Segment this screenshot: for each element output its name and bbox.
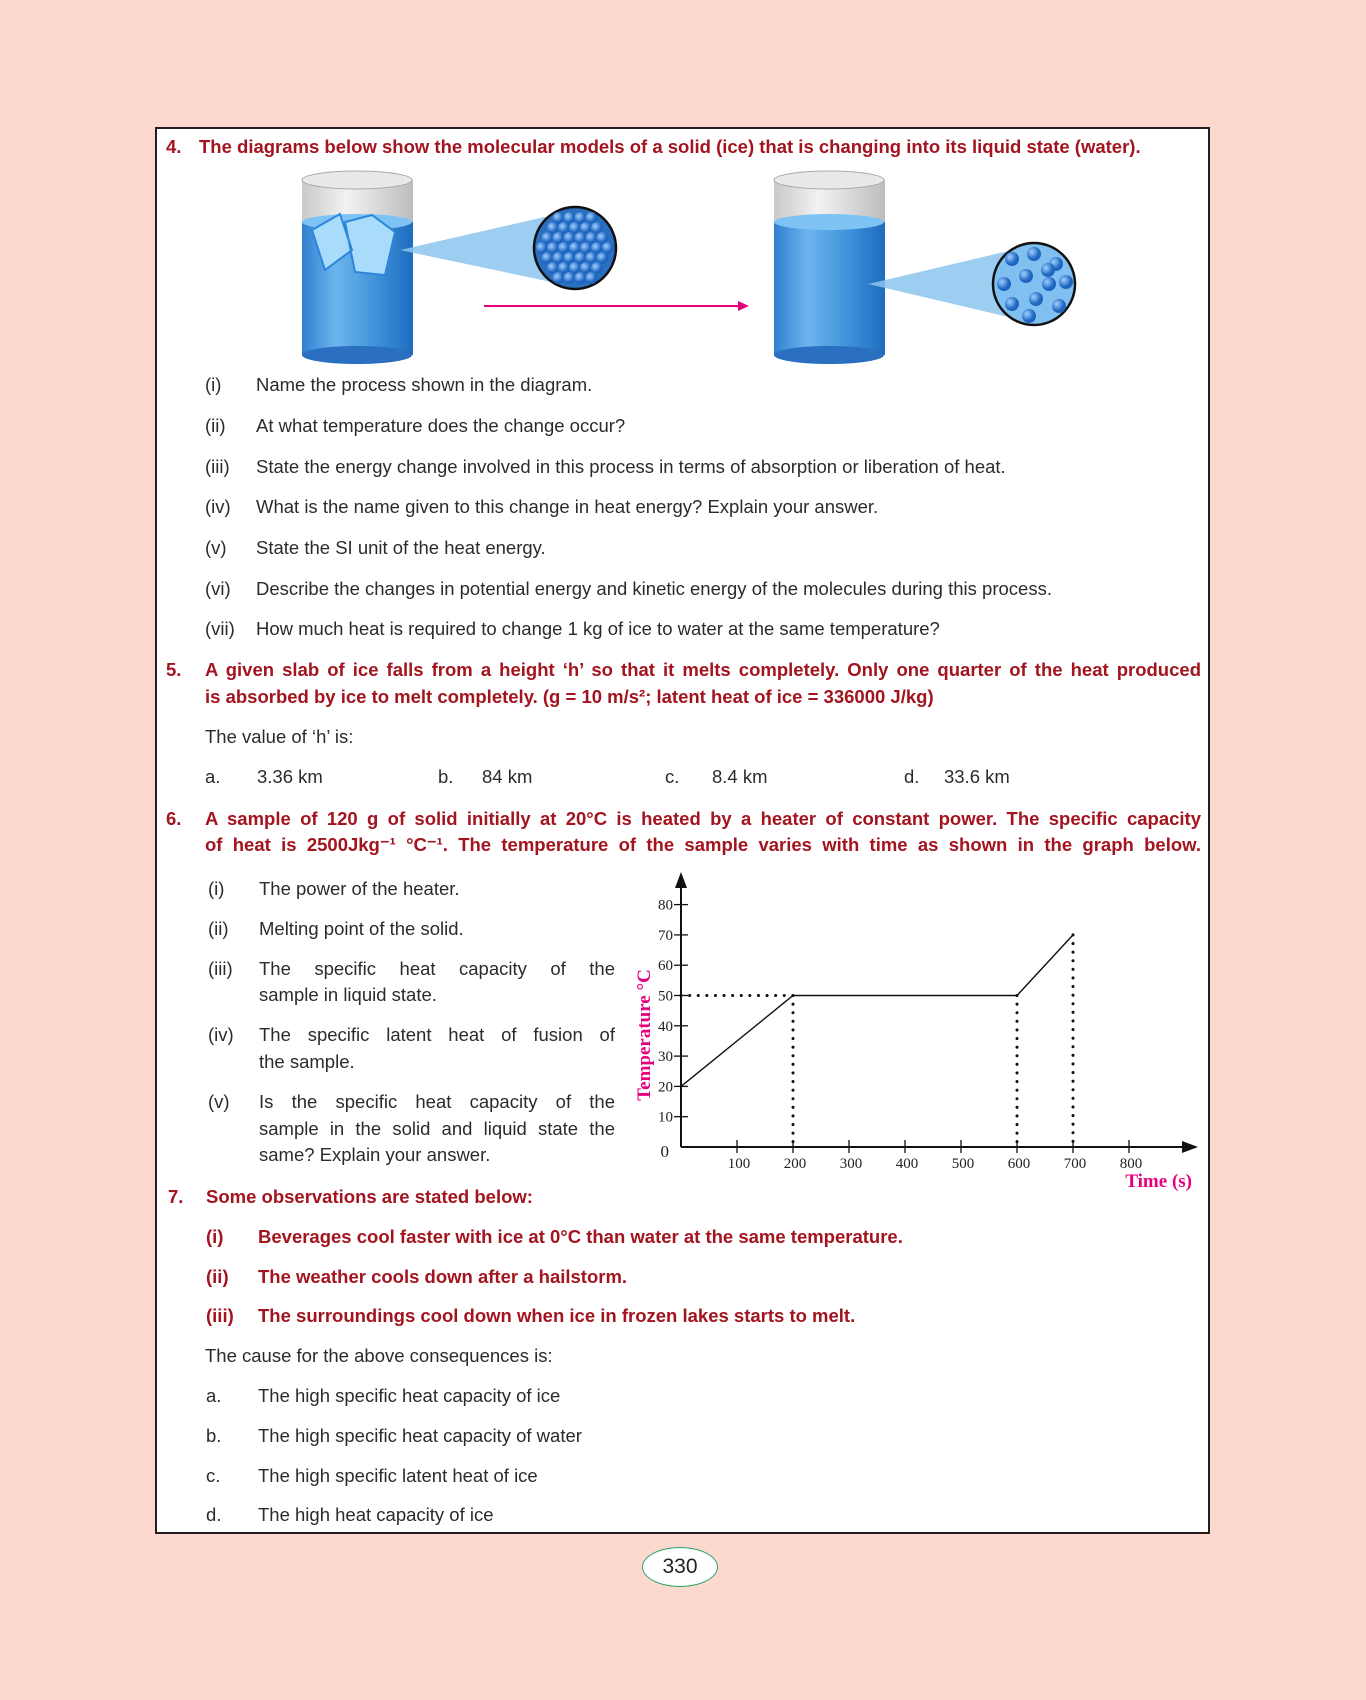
q5-option-c: 8.4 km [712,766,768,787]
q6-item-line: sample in liquid state. [259,984,437,1005]
q7-observation-text: Beverages cool faster with ice at 0°C than water at the same temperature. [258,1226,903,1247]
q5-line-1: A given slab of ice falls from a height ‘h’ so that it melts completely. Only one quarter of the heat produced [205,659,1201,680]
x-axis-label: Time (s) [1125,1171,1192,1192]
y-axis-label: Temperature °C [634,969,655,1101]
q6-item-line: Is the specific heat capacity of the [259,1091,615,1112]
y-tick-label: 50 [658,988,673,1005]
x-tick-label: 300 [839,1156,863,1172]
q6-item-label: (i) [208,878,225,899]
q5-option-a: 3.36 km [257,766,323,787]
q4-item-text: State the SI unit of the heat energy. [256,537,546,558]
x-tick-label: 800 [1119,1156,1143,1172]
q6-item-line: The power of the heater. [259,878,460,899]
q6-line-2: of heat is 2500Jkg⁻¹ °C⁻¹. The temperature of the sample varies with time as shown in the graph below. [205,834,1201,855]
q7-title: Some observations are stated below: [206,1186,533,1207]
q5-option-a-label: a. [205,766,221,787]
y-tick-label: 40 [658,1018,673,1035]
x-tick-label: 400 [895,1156,919,1172]
q7-option-text: The high heat capacity of ice [258,1504,494,1525]
x-tick-label: 200 [783,1156,807,1172]
q5-prompt: The value of ‘h’ is: [205,726,354,747]
q7-prompt: The cause for the above consequences is: [205,1345,553,1366]
q7-option-label: d. [206,1504,222,1525]
q4-item-label: (vii) [205,618,235,639]
q7-option-label: b. [206,1425,222,1446]
q7-observation-text: The weather cools down after a hailstorm. [258,1266,628,1287]
y-axis-arrow [675,872,687,888]
q5-option-b-label: b. [438,766,454,787]
q7-option-label: c. [206,1465,221,1486]
q4-item-label: (iii) [205,456,230,477]
q6-item-line: sample in the solid and liquid state the [259,1118,615,1139]
y-tick-label: 60 [658,958,673,975]
q6-item-label: (iv) [208,1024,234,1045]
x-axis-arrow [1182,1141,1198,1153]
q4-item-label: (iv) [205,496,231,517]
q4-number: 4. [166,136,182,157]
q4-item-label: (i) [205,374,222,395]
q7-option-text: The high specific heat capacity of water [258,1425,582,1446]
q6-item-label: (iii) [208,958,233,979]
q6-line-1: A sample of 120 g of solid initially at 20°C is heated by a heater of constant power. The specific capacity [205,808,1201,829]
x-tick-label: 600 [1007,1156,1031,1172]
x-tick-label: 100 [727,1156,751,1172]
x-tick-label: 700 [1063,1156,1087,1172]
q6-item-line: the sample. [259,1051,355,1072]
q4-item-text: Describe the changes in potential energy and kinetic energy of the molecules during this process. [256,578,1052,599]
q4-item-text: State the energy change involved in this process in terms of absorption or liberation of heat. [256,456,1006,477]
q4-item-text: What is the name given to this change in heat energy? Explain your answer. [256,496,879,517]
y-tick-label: 30 [658,1049,673,1066]
q6-item-label: (ii) [208,918,229,939]
q6-item-line: The specific heat capacity of the [259,958,615,979]
q7-number: 7. [168,1186,184,1207]
q4-item-text: At what temperature does the change occur? [256,415,626,436]
q7-observation-label: (iii) [206,1305,234,1326]
y-tick-label: 10 [658,1109,673,1126]
q5-number: 5. [166,659,182,680]
q5-option-b: 84 km [482,766,533,787]
y-tick-label: 80 [658,897,673,914]
y-tick-label: 20 [658,1079,673,1096]
q4-item-label: (v) [205,537,227,558]
page-number: 330 [642,1547,718,1587]
q6-item-line: The specific latent heat of fusion of [259,1024,615,1045]
q7-observation-label: (i) [206,1226,224,1247]
q5-option-d: 33.6 km [944,766,1010,787]
q4-title: The diagrams below show the molecular models of a solid (ice) that is changing into its liquid state (water). [199,136,1141,157]
q5-option-c-label: c. [665,766,680,787]
origin-label: 0 [660,1142,669,1161]
q6-number: 6. [166,808,182,829]
q4-item-label: (vi) [205,578,231,599]
q6-item-label: (v) [208,1091,230,1112]
q7-option-label: a. [206,1385,222,1406]
series-line-temperature [681,935,1073,1087]
q6-item-line: Melting point of the solid. [259,918,464,939]
q7-option-text: The high specific latent heat of ice [258,1465,538,1486]
y-tick-label: 70 [658,927,673,944]
q4-item-text: How much heat is required to change 1 kg of ice to water at the same temperature? [256,618,940,639]
q5-option-d-label: d. [904,766,920,787]
q6-item-line: same? Explain your answer. [259,1144,491,1165]
q7-option-text: The high specific heat capacity of ice [258,1385,561,1406]
q5-line-2: is absorbed by ice to melt completely. (g = 10 m/s²; latent heat of ice = 336000 J/kg) [205,686,934,707]
q4-item-text: Name the process shown in the diagram. [256,374,593,395]
q7-observation-label: (ii) [206,1266,229,1287]
q7-observation-text: The surroundings cool down when ice in frozen lakes starts to melt. [258,1305,856,1326]
q4-item-label: (ii) [205,415,226,436]
x-tick-label: 500 [951,1156,975,1172]
